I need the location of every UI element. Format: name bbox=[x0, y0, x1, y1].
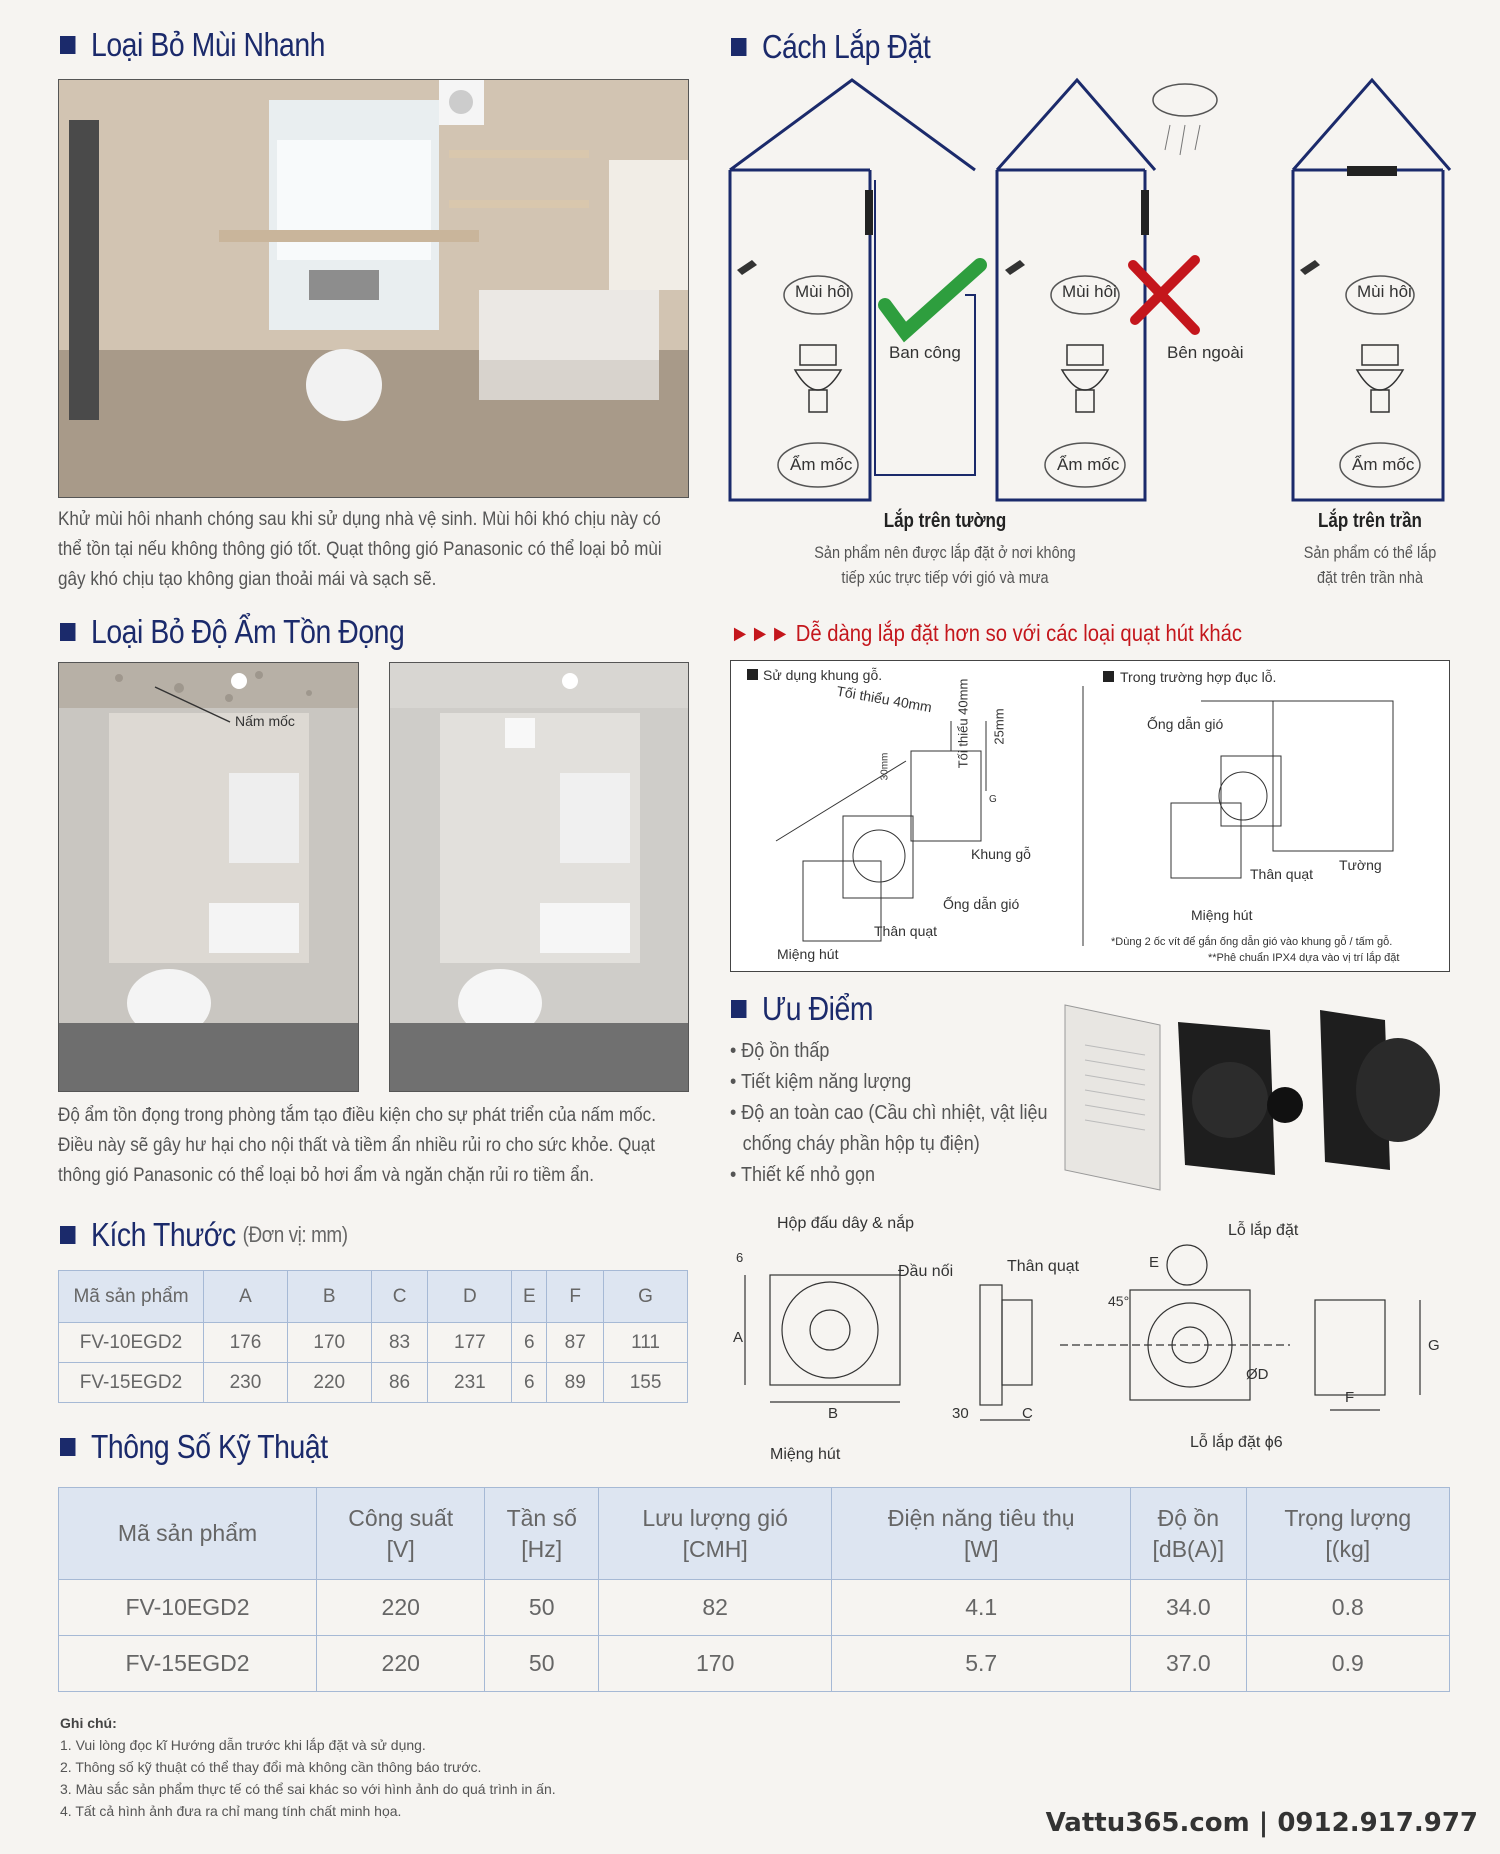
spec-header-cell bbox=[1246, 1488, 1449, 1580]
spec-header-cell bbox=[59, 1488, 317, 1580]
square-bullet-icon bbox=[731, 1000, 746, 1018]
table-cell: 87 bbox=[547, 1323, 604, 1363]
square-bullet-icon bbox=[60, 36, 75, 54]
dim-six-label: 6 bbox=[736, 1250, 744, 1265]
table-cell: 4.1 bbox=[832, 1580, 1131, 1636]
table-cell: 177 bbox=[428, 1323, 512, 1363]
dim-d-label: ØD bbox=[1246, 1366, 1269, 1383]
dim-a-label: A bbox=[733, 1329, 744, 1346]
duct-label-2: Ống dẫn gió bbox=[1147, 716, 1224, 732]
intake-label: Miệng hút bbox=[777, 946, 839, 962]
min-40-label: Tối thiểu 40mm bbox=[835, 682, 934, 716]
table-cell: 111 bbox=[604, 1323, 688, 1363]
bathroom-photo-clean bbox=[389, 662, 689, 1092]
dimension-title: Kích Thước bbox=[90, 1216, 236, 1253]
notes bbox=[60, 1712, 556, 1822]
ceiling-install-caption: Lắp trên trần bbox=[1318, 510, 1422, 532]
table-cell: 0.9 bbox=[1246, 1636, 1449, 1692]
dim-g-label: G bbox=[1428, 1337, 1440, 1354]
table-cell: FV-10EGD2 bbox=[59, 1580, 317, 1636]
intake-label-2: Miệng hút bbox=[1191, 907, 1253, 923]
section-title-odor bbox=[60, 26, 325, 64]
list-item: • Tiết kiệm năng lượng bbox=[730, 1071, 912, 1093]
table-cell: 170 bbox=[598, 1636, 831, 1692]
odor-title: Loại Bỏ Mùi Nhanh bbox=[90, 26, 326, 63]
table-cell: 220 bbox=[287, 1363, 371, 1403]
table-cell: 89 bbox=[547, 1363, 604, 1403]
wood-frame-label: Khung gỗ bbox=[971, 846, 1031, 862]
smell-label-3: Mùi hôi bbox=[1357, 282, 1412, 301]
section-title-humidity bbox=[60, 613, 404, 651]
table-row bbox=[59, 1580, 1450, 1636]
section-title-dimension bbox=[60, 1216, 348, 1254]
table-cell: 220 bbox=[317, 1580, 485, 1636]
triple-arrow-icon: ►►► bbox=[730, 620, 791, 646]
table-cell: 155 bbox=[604, 1363, 688, 1403]
fan-body-label: Thân quạt bbox=[874, 923, 938, 939]
table-cell: 170 bbox=[287, 1323, 371, 1363]
table-cell: 6 bbox=[512, 1323, 547, 1363]
spec-header-label: Công suất bbox=[348, 1504, 454, 1531]
table-cell: FV-15EGD2 bbox=[59, 1363, 204, 1403]
mount-hole-6-label: Lỗ lắp đặt ϕ6 bbox=[1190, 1434, 1283, 1451]
duct-label: Ống dẫn gió bbox=[943, 896, 1020, 912]
easy-install-heading bbox=[730, 620, 1242, 647]
table-cell: 220 bbox=[317, 1636, 485, 1692]
mold-label-2: Ẩm mốc bbox=[1057, 455, 1120, 474]
dim-header-cell: Mã sản phẩm bbox=[59, 1271, 204, 1323]
section-title-advantages bbox=[731, 990, 873, 1028]
note-item: 3. Màu sắc sản phẩm thực tế có thể sai khác so với hình ảnh do quá trình in ấn. bbox=[60, 1781, 556, 1797]
spec-header-label: Điện năng tiêu thụ bbox=[887, 1504, 1075, 1531]
note-item: 2. Thông số kỹ thuật có thể thay đổi mà không cần thông báo trước. bbox=[60, 1759, 482, 1775]
spec-table bbox=[58, 1487, 1450, 1692]
table-cell: FV-10EGD2 bbox=[59, 1323, 204, 1363]
table-cell: 176 bbox=[204, 1323, 288, 1363]
dim-header-cell: C bbox=[371, 1271, 428, 1323]
dim-header-cell: F bbox=[547, 1271, 604, 1323]
spec-header-cell bbox=[1131, 1488, 1247, 1580]
spec-header-cell bbox=[485, 1488, 599, 1580]
note-item: 4. Tất cả hình ảnh đưa ra chỉ mang tính chất minh họa. bbox=[60, 1803, 402, 1819]
section-title-spec bbox=[60, 1428, 328, 1466]
box-lid-label: Hộp đấu dây & nắp bbox=[777, 1215, 914, 1232]
list-item: • Độ an toàn cao (Cầu chì nhiệt, vật liệu bbox=[730, 1102, 1048, 1124]
dim-header-cell: E bbox=[512, 1271, 547, 1323]
table-cell: 82 bbox=[598, 1580, 831, 1636]
humidity-title: Loại Bỏ Độ Ẩm Tồn Đọng bbox=[90, 613, 405, 650]
fan-body-label-2: Thân quạt bbox=[1250, 866, 1314, 882]
wall-install-desc: Sản phẩm nên được lắp đặt ở nơi không tiếp xúc trực tiếp với gió và mưa bbox=[814, 543, 1076, 587]
square-bullet-icon bbox=[60, 1226, 75, 1244]
table-cell: 230 bbox=[204, 1363, 288, 1403]
note-item: 1. Vui lòng đọc kĩ Hướng dẫn trước khi lắp đặt và sử dụng. bbox=[60, 1737, 426, 1753]
fan-body-drawing-label: Thân quạt bbox=[1007, 1258, 1080, 1275]
table-row bbox=[59, 1323, 688, 1363]
table-cell: 37.0 bbox=[1131, 1636, 1247, 1692]
install-note-1: *Dùng 2 ốc vít để gắn ống dẫn gió vào khung gỗ / tấm gỗ. bbox=[1111, 936, 1393, 948]
footer-contact: Vattu365.com | 0912.917.977 bbox=[1045, 1808, 1478, 1838]
humidity-description: Độ ẩm tồn đọng trong phòng tắm tạo điều kiện cho sự phát triển của nấm mốc. Điều này sẽ gây hư hại cho nội thất và tiềm ẩn nhiều rủi ro cho sức khỏe. Quạt thông gió Panasonic có thể loại bỏ hơi ẩm và ngăn chặn rủi ro tiềm ẩn. bbox=[58, 1105, 656, 1186]
odor-description: Khử mùi hôi nhanh chóng sau khi sử dụng nhà vệ sinh. Mùi hôi khó chịu này có thể tồn tại nếu không thông gió tốt. Quạt thông gió Panasonic có thể loại bỏ mùi gây khó chịu tạo không gian thoải mái và sạch sẽ. bbox=[58, 509, 662, 590]
notes-title: Ghi chú: bbox=[60, 1715, 117, 1731]
spec-header-row bbox=[59, 1488, 1450, 1580]
angle-45-label: 45° bbox=[1108, 1293, 1130, 1309]
spec-header-unit: [dB(A)] bbox=[1152, 1535, 1225, 1562]
dim-header-cell: G bbox=[604, 1271, 688, 1323]
connector-label: Đầu nối bbox=[898, 1263, 954, 1280]
wood-frame-title: Sử dụng khung gỗ. bbox=[763, 667, 883, 683]
spec-header-label: Độ ồn bbox=[1157, 1504, 1220, 1531]
install-title: Cách Lắp Đặt bbox=[761, 28, 931, 65]
dim-c-label: C bbox=[1022, 1405, 1033, 1422]
table-cell: 231 bbox=[428, 1363, 512, 1403]
install-method-drawings bbox=[731, 661, 1451, 973]
mm25-label: 25mm bbox=[991, 708, 1007, 745]
table-cell: 86 bbox=[371, 1363, 428, 1403]
wall-label: Tường bbox=[1339, 857, 1382, 873]
mold-label: Nấm mốc bbox=[235, 713, 295, 729]
mold-label-1: Ẩm mốc bbox=[790, 455, 853, 474]
check-icon bbox=[885, 265, 980, 332]
outside-label: Bên ngoài bbox=[1167, 343, 1244, 362]
intake-drawing-label: Miệng hút bbox=[770, 1446, 841, 1463]
dimension-table bbox=[58, 1270, 688, 1403]
product-parts-illustration bbox=[1060, 1000, 1460, 1200]
table-cell: 0.8 bbox=[1246, 1580, 1449, 1636]
mold-label-3: Ẩm mốc bbox=[1352, 455, 1415, 474]
smell-label-1: Mùi hôi bbox=[795, 282, 850, 301]
install-method-box bbox=[730, 660, 1450, 972]
spec-header-unit: [V] bbox=[386, 1535, 415, 1562]
dimension-header-row bbox=[59, 1271, 688, 1323]
dim-f-label: F bbox=[1345, 1389, 1355, 1406]
square-bullet-icon bbox=[60, 1438, 75, 1456]
wall-install-caption: Lắp trên tường bbox=[883, 510, 1007, 532]
table-cell: 34.0 bbox=[1131, 1580, 1247, 1636]
dimension-unit: (Đơn vị: mm) bbox=[242, 1222, 348, 1247]
square-bullet-icon bbox=[60, 623, 75, 641]
advantages-list bbox=[730, 1036, 1047, 1191]
dim-b-label: B bbox=[828, 1405, 839, 1422]
balcony-label: Ban công bbox=[889, 343, 961, 362]
spec-header-label: Mã sản phẩm bbox=[117, 1520, 258, 1546]
dim-thirty-label: 30 bbox=[952, 1405, 969, 1422]
spec-header-unit: [W] bbox=[963, 1535, 999, 1562]
square-bullet-icon bbox=[731, 38, 746, 56]
technical-drawing bbox=[730, 1230, 1460, 1470]
mm30-label: 30mm bbox=[879, 752, 891, 781]
spec-title: Thông Số Kỹ Thuật bbox=[90, 1428, 328, 1465]
spec-header-cell bbox=[598, 1488, 831, 1580]
install-note-2: **Phê chuẩn IPX4 dựa vào vị trí lắp đặt bbox=[1208, 952, 1400, 964]
smell-label-2: Mùi hôi bbox=[1062, 282, 1117, 301]
table-cell: 50 bbox=[485, 1580, 599, 1636]
cross-icon bbox=[1133, 260, 1195, 330]
mount-hole-label: Lỗ lắp đặt bbox=[1228, 1222, 1299, 1239]
spec-header-unit: [CMH] bbox=[682, 1535, 748, 1562]
spec-header-unit: [(kg] bbox=[1325, 1535, 1371, 1562]
list-item: chống cháy phần hộp tụ điện) bbox=[742, 1133, 980, 1155]
dim-header-cell: A bbox=[204, 1271, 288, 1323]
spec-header-cell bbox=[317, 1488, 485, 1580]
bathroom-photo-odor bbox=[58, 79, 689, 498]
hole-title: Trong trường hợp đục lỗ. bbox=[1120, 669, 1277, 685]
table-cell: 83 bbox=[371, 1323, 428, 1363]
section-title-install bbox=[731, 28, 930, 66]
table-cell: 6 bbox=[512, 1363, 547, 1403]
spec-header-label: Trọng lượng bbox=[1284, 1504, 1412, 1531]
table-row bbox=[59, 1363, 688, 1403]
spec-header-label: Tần số bbox=[506, 1504, 577, 1531]
advantages-title: Ưu Điểm bbox=[761, 990, 874, 1027]
easy-install-heading-text: Dễ dàng lắp đặt hơn so với các loại quạt hút khác bbox=[795, 620, 1242, 646]
list-item: • Độ ồn thấp bbox=[730, 1040, 830, 1062]
ceiling-install-desc: Sản phẩm có thể lắp đặt trên trần nhà bbox=[1303, 543, 1437, 587]
table-cell: 50 bbox=[485, 1636, 599, 1692]
table-row bbox=[59, 1636, 1450, 1692]
dim-header-cell: D bbox=[428, 1271, 512, 1323]
min-40v-label: Tối thiểu 40mm bbox=[955, 678, 971, 769]
table-cell: 5.7 bbox=[832, 1636, 1131, 1692]
list-item: • Thiết kế nhỏ gọn bbox=[730, 1164, 876, 1186]
spec-header-label: Lưu lượng gió bbox=[642, 1504, 788, 1531]
spec-header-cell bbox=[832, 1488, 1131, 1580]
dim-header-cell: B bbox=[287, 1271, 371, 1323]
table-cell: FV-15EGD2 bbox=[59, 1636, 317, 1692]
g-label: G bbox=[989, 794, 997, 805]
dim-e-label: E bbox=[1149, 1254, 1160, 1271]
spec-header-unit: [Hz] bbox=[521, 1535, 563, 1562]
